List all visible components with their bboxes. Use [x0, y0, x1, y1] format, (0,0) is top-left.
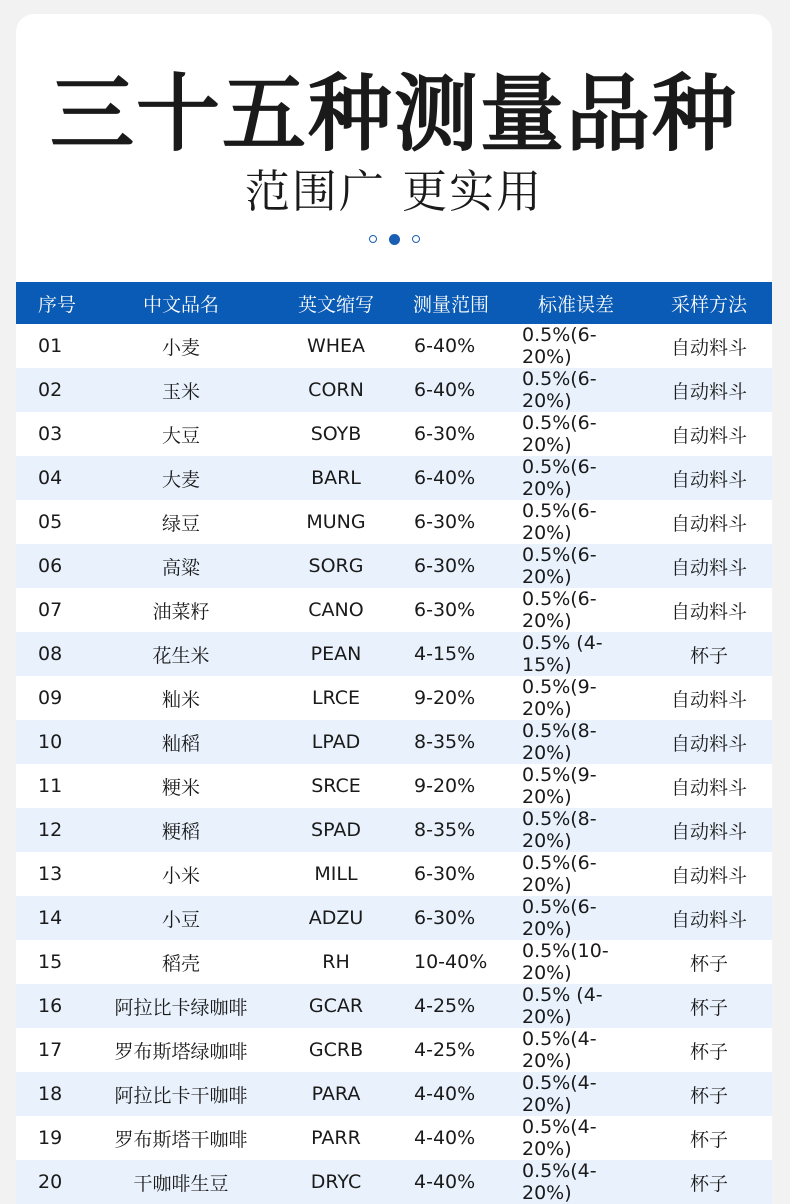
cell-chinese-name: 小豆 — [86, 896, 276, 940]
cell-range: 8-35% — [396, 720, 506, 764]
col-header-number: 序号 — [16, 282, 86, 324]
page-subtitle: 范围广 更实用 — [244, 165, 544, 218]
cell-sampling: 自动料斗 — [670, 688, 747, 711]
cell-sampling: 自动料斗 — [670, 512, 747, 535]
table-row — [16, 984, 772, 1028]
cell-range: 6-30% — [414, 863, 476, 885]
cell-abbreviation: LPAD — [276, 720, 396, 764]
cell-chinese-name: 粳米 — [161, 776, 200, 799]
cell-sampling: 杯子 — [646, 984, 772, 1028]
cell-range: 4-25% — [396, 984, 506, 1028]
cell-abbreviation: LRCE — [311, 687, 361, 709]
table-row — [16, 412, 772, 456]
cell-number: 20 — [16, 1160, 86, 1204]
cell-error: 0.5%(6-20%) — [506, 368, 646, 412]
cell-abbreviation: ADZU — [276, 896, 396, 940]
cell-chinese-name: 籼米 — [161, 688, 200, 711]
cell-number: 06 — [16, 544, 86, 588]
cell-range: 6-40% — [414, 335, 476, 357]
cell-error: 0.5%(8-20%) — [506, 720, 646, 764]
cell-range: 6-30% — [396, 544, 506, 588]
page-title: 三十五种测量品种 — [49, 65, 738, 163]
cell-number: 10 — [16, 720, 86, 764]
cell-number: 05 — [38, 511, 63, 533]
cell-range: 4-40% — [414, 1127, 476, 1149]
cell-error: 0.5%(4-20%) — [522, 1028, 597, 1072]
cell-chinese-name: 小米 — [161, 864, 200, 887]
cell-number: 01 — [38, 335, 63, 357]
cell-number: 12 — [16, 808, 86, 852]
col-header-abbreviation: 英文缩写 — [276, 282, 396, 324]
cell-abbreviation: GCAR — [276, 984, 396, 1028]
cell-abbreviation: BARL — [276, 456, 396, 500]
cell-chinese-name: 干咖啡生豆 — [86, 1160, 276, 1204]
cell-sampling: 自动料斗 — [670, 336, 747, 359]
cell-abbreviation: CANO — [308, 599, 364, 621]
table-body — [16, 324, 772, 1204]
cell-sampling: 自动料斗 — [670, 864, 747, 887]
carousel-dot[interactable] — [369, 235, 377, 243]
col-header-chinese-name: 中文品名 — [86, 282, 276, 324]
table-row — [16, 500, 772, 544]
col-header-sampling: 采样方法 — [646, 282, 772, 324]
cell-error: 0.5%(6-20%) — [506, 544, 646, 588]
cell-abbreviation: PARA — [276, 1072, 396, 1116]
cell-range: 4-25% — [414, 1039, 476, 1061]
carousel-dot-active[interactable] — [389, 234, 400, 245]
cell-error: 0.5% (4-20%) — [506, 984, 646, 1028]
cell-sampling: 杯子 — [646, 1072, 772, 1116]
cell-number: 07 — [38, 599, 63, 621]
cell-abbreviation: CORN — [276, 368, 396, 412]
cell-sampling: 杯子 — [646, 1160, 772, 1204]
col-header-range: 测量范围 — [396, 282, 506, 324]
table-row — [16, 940, 772, 984]
cell-abbreviation: SORG — [276, 544, 396, 588]
cell-range: 4-40% — [396, 1160, 506, 1204]
cell-number: 09 — [38, 687, 63, 709]
cell-error: 0.5%(10-20%) — [522, 940, 609, 984]
cell-abbreviation: MILL — [314, 863, 358, 885]
cell-range: 9-20% — [414, 775, 476, 797]
cell-chinese-name: 阿拉比卡绿咖啡 — [86, 984, 276, 1028]
cell-error: 0.5% (4-15%) — [506, 632, 646, 676]
carousel-indicator — [16, 235, 772, 245]
cell-abbreviation: RH — [322, 951, 350, 973]
cell-chinese-name: 花生米 — [86, 632, 276, 676]
cell-sampling: 自动料斗 — [646, 368, 772, 412]
table-row — [16, 456, 772, 500]
cell-number: 17 — [38, 1039, 63, 1061]
cell-range: 6-30% — [414, 511, 476, 533]
cell-sampling: 自动料斗 — [670, 776, 747, 799]
cell-error: 0.5%(4-20%) — [522, 1116, 597, 1160]
table-header-row — [16, 282, 772, 324]
cell-sampling: 自动料斗 — [646, 456, 772, 500]
cell-chinese-name: 阿拉比卡干咖啡 — [86, 1072, 276, 1116]
cell-number: 14 — [16, 896, 86, 940]
cell-error: 0.5%(6-20%) — [506, 456, 646, 500]
cell-number: 04 — [16, 456, 86, 500]
cell-range: 6-30% — [414, 423, 476, 445]
table-row — [16, 1072, 772, 1116]
cell-abbreviation: PARR — [311, 1127, 361, 1149]
cell-error: 0.5%(6-20%) — [522, 412, 597, 456]
table-row — [16, 676, 772, 720]
cell-number: 15 — [38, 951, 63, 973]
table-row — [16, 588, 772, 632]
table-row — [16, 632, 772, 676]
cell-abbreviation: WHEA — [306, 335, 366, 357]
cell-chinese-name: 粳稻 — [86, 808, 276, 852]
cell-range: 6-40% — [396, 456, 506, 500]
cell-chinese-name: 小麦 — [161, 336, 200, 359]
cell-sampling: 自动料斗 — [670, 424, 747, 447]
cell-sampling: 自动料斗 — [646, 544, 772, 588]
cell-range: 4-40% — [396, 1072, 506, 1116]
table-row — [16, 324, 772, 368]
cell-sampling: 自动料斗 — [646, 808, 772, 852]
cell-abbreviation: SPAD — [276, 808, 396, 852]
cell-chinese-name: 玉米 — [86, 368, 276, 412]
cell-chinese-name: 籼稻 — [86, 720, 276, 764]
cell-abbreviation: DRYC — [276, 1160, 396, 1204]
cell-range: 10-40% — [414, 951, 488, 973]
cell-chinese-name: 大麦 — [86, 456, 276, 500]
table-row — [16, 368, 772, 412]
cell-error: 0.5%(6-20%) — [522, 588, 597, 632]
cell-number: 11 — [38, 775, 63, 797]
cell-range: 9-20% — [414, 687, 476, 709]
cell-sampling: 杯子 — [689, 1128, 728, 1151]
cell-number: 13 — [38, 863, 63, 885]
cell-abbreviation: SRCE — [311, 775, 361, 797]
cell-error: 0.5%(9-20%) — [522, 764, 597, 808]
cell-abbreviation: PEAN — [276, 632, 396, 676]
cell-sampling: 杯子 — [689, 952, 728, 975]
cell-range: 8-35% — [396, 808, 506, 852]
cell-error: 0.5%(9-20%) — [522, 676, 597, 720]
cell-range: 6-30% — [414, 599, 476, 621]
cell-abbreviation: GCRB — [308, 1039, 364, 1061]
cell-chinese-name: 罗布斯塔绿咖啡 — [114, 1040, 248, 1063]
varieties-table — [16, 282, 772, 1204]
cell-number: 18 — [16, 1072, 86, 1116]
table-row — [16, 896, 772, 940]
cell-sampling: 自动料斗 — [646, 720, 772, 764]
carousel-dot[interactable] — [412, 235, 420, 243]
cell-number: 08 — [16, 632, 86, 676]
cell-abbreviation: MUNG — [306, 511, 366, 533]
cell-chinese-name: 罗布斯塔干咖啡 — [114, 1128, 248, 1151]
cell-number: 16 — [16, 984, 86, 1028]
cell-sampling: 自动料斗 — [670, 600, 747, 623]
cell-error: 0.5%(4-20%) — [506, 1160, 646, 1204]
cell-number: 19 — [38, 1127, 63, 1149]
col-header-error: 标准误差 — [506, 282, 646, 324]
cell-sampling: 杯子 — [689, 1040, 728, 1063]
cell-number: 03 — [38, 423, 63, 445]
table-row — [16, 852, 772, 896]
cell-chinese-name: 大豆 — [161, 424, 200, 447]
table-row — [16, 544, 772, 588]
cell-error: 0.5%(4-20%) — [506, 1072, 646, 1116]
table-row — [16, 1028, 772, 1072]
cell-sampling: 自动料斗 — [646, 896, 772, 940]
cell-range: 6-40% — [396, 368, 506, 412]
cell-error: 0.5%(6-20%) — [522, 852, 597, 896]
cell-chinese-name: 稻壳 — [161, 952, 200, 975]
table-row — [16, 720, 772, 764]
cell-error: 0.5%(6-20%) — [522, 500, 597, 544]
cell-chinese-name: 绿豆 — [161, 512, 200, 535]
cell-chinese-name: 油菜籽 — [152, 600, 210, 623]
table-row — [16, 1116, 772, 1160]
cell-abbreviation: SOYB — [310, 423, 362, 445]
table-row — [16, 1160, 772, 1204]
cell-range: 6-30% — [396, 896, 506, 940]
table-row — [16, 808, 772, 852]
cell-range: 4-15% — [396, 632, 506, 676]
table-row — [16, 764, 772, 808]
cell-chinese-name: 高粱 — [86, 544, 276, 588]
cell-error: 0.5%(8-20%) — [506, 808, 646, 852]
cell-error: 0.5%(6-20%) — [522, 324, 597, 368]
cell-number: 02 — [16, 368, 86, 412]
cell-error: 0.5%(6-20%) — [506, 896, 646, 940]
content-card — [16, 14, 772, 1204]
cell-sampling: 杯子 — [646, 632, 772, 676]
